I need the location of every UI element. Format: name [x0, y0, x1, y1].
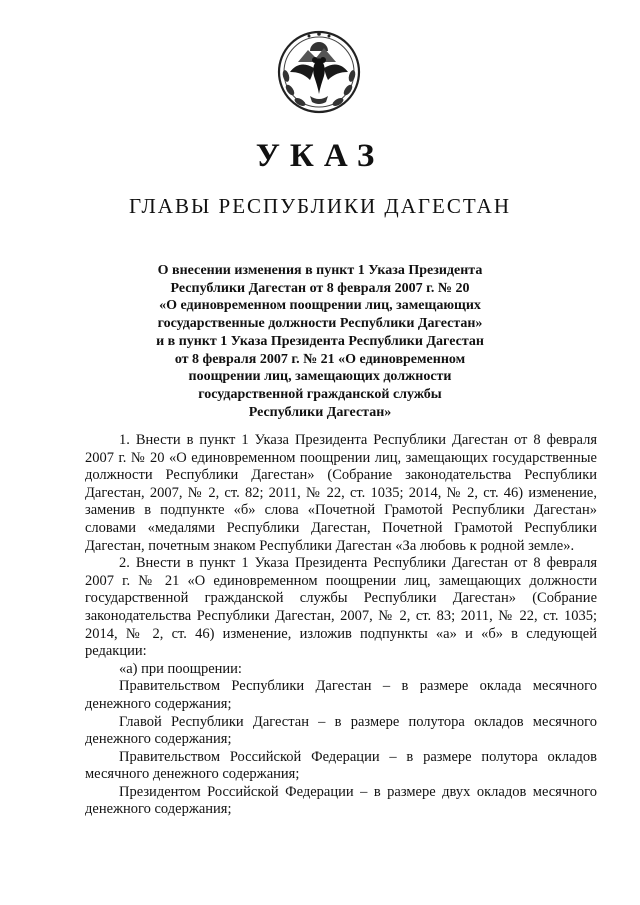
paragraph-item-1: 1. Внести в пункт 1 Указа Президента Республики Дагестан от 8 февраля 2007 г. № 20 «О единовременном поощрении лиц, замещающих государственные должности Республики Дагестан» (Собрание законодательства Республики Дагестан, 2007, № 2, ст. 82; 2011, № 22, ст. 1035; 2014, № 2, ст. 46) изменение, заменив в подпункте «б» слова «Почетной Грамотой Республики Дагестан» словами «медалями Республики Дагестан, Почетной Грамотой Республики Дагестан, почетным знаком Республики Дагестан «За любовь к родной земле».: [85, 432, 597, 554]
decree-heading: [80, 262, 560, 421]
heading-line: и в пункт 1 Указа Президента Республики Дагестан: [156, 333, 484, 349]
subparagraph-a: «а) при поощрении:: [119, 660, 242, 677]
decree-subtitle: ГЛАВЫ РЕСПУБЛИКИ ДАГЕСТАН: [128, 194, 512, 218]
paragraph-item-2: 2. Внести в пункт 1 Указа Президента Республики Дагестан от 8 февраля 2007 г. № 21 «О единовременном поощрении лиц, замещающих должности государственной гражданской службы Республики Дагестан» (Собрание законодательства Республики Дагестан, 2007, № 2, ст. 83; 2011, № 22, ст. 1035; 2014, № 2, ст. 46) изменение, изложив подпункты «а» и «б» в следующей редакции:: [85, 555, 597, 660]
decree-body: [85, 432, 597, 819]
heading-line: поощрении лиц, замещающих должности: [188, 369, 452, 385]
reward-line: Главой Республики Дагестан – в размере полутора окладов месячного денежного содержания;: [85, 713, 597, 748]
heading-line: Республики Дагестан»: [248, 404, 392, 420]
reward-line: Президентом Российской Федерации – в размере двух окладов месячного денежного содержания;: [85, 783, 597, 818]
heading-line: государственной гражданской службы: [198, 386, 442, 402]
reward-line: Правительством Республики Дагестан – в размере оклада месячного денежного содержания;: [85, 678, 597, 712]
heading-line: государственные должности Республики Дагестан»: [157, 316, 483, 332]
dagestan-coat-of-arms-icon: [276, 28, 362, 118]
heading-line: О внесении изменения в пункт 1 Указа Президента: [157, 263, 483, 278]
decree-title: УКАЗ: [255, 138, 385, 174]
heading-line: от 8 февраля 2007 г. № 21 «О единовременном: [174, 351, 466, 367]
heading-line: Республики Дагестан от 8 февраля 2007 г. № 20: [170, 280, 470, 296]
heading-line: «О единовременном поощрении лиц, замещающих: [159, 298, 481, 314]
reward-line: Правительством Российской Федерации – в размере полутора окладов месячного денежного содержания;: [85, 748, 597, 783]
